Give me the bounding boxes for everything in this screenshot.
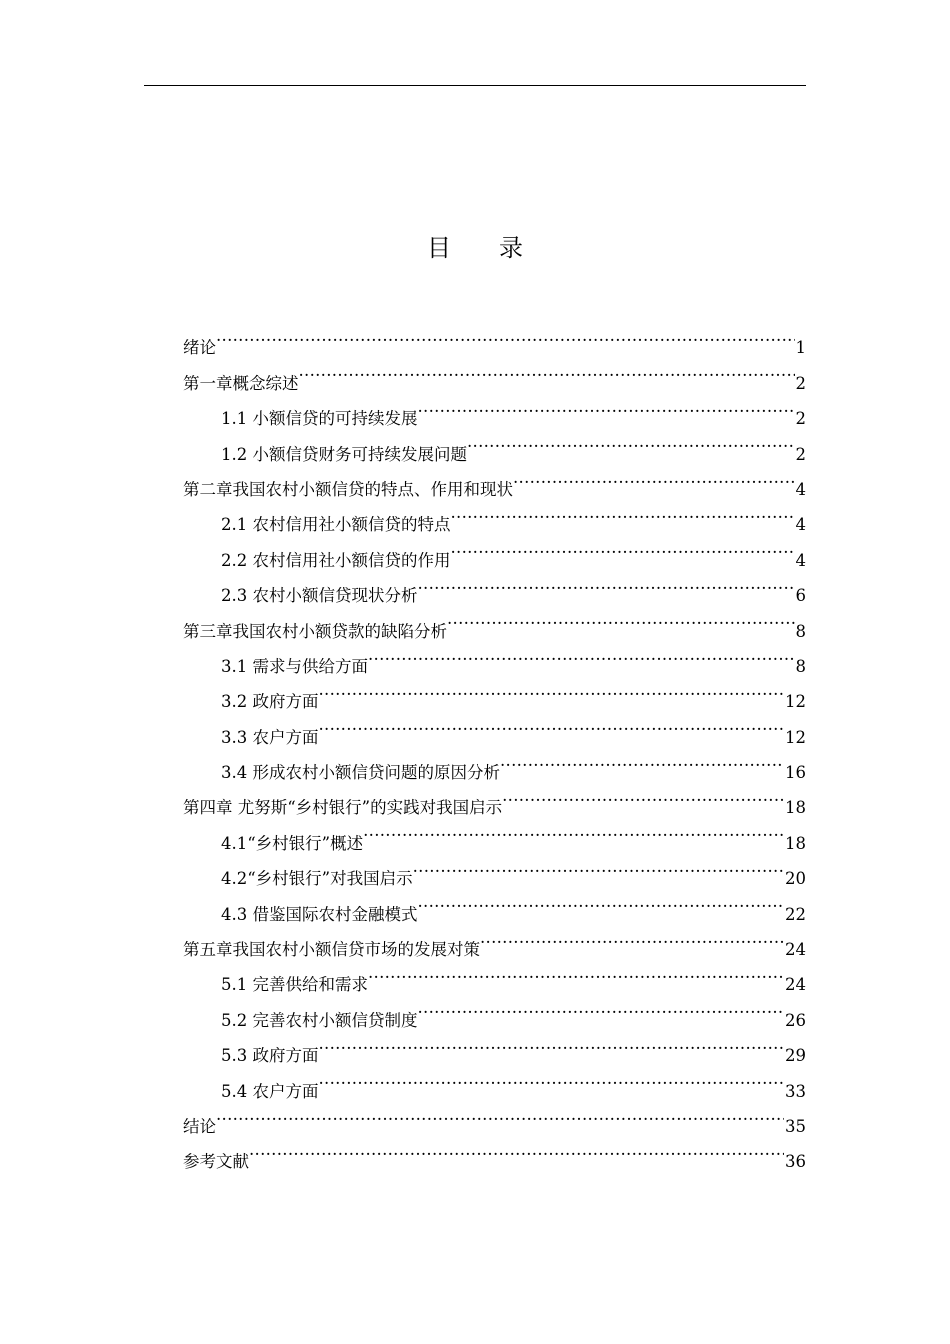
toc-entry-page-number: 16 [785, 763, 806, 783]
toc-entry-page-number: 26 [785, 1010, 806, 1030]
toc-entry-page-number: 20 [785, 869, 806, 889]
toc-leader-dots [368, 955, 784, 990]
toc-leader-dots [447, 601, 795, 636]
toc-entry-page-number: 2 [795, 444, 806, 464]
toc-leader-dots [480, 920, 784, 955]
toc-entry-label: 绪论 [183, 338, 216, 358]
toc-entry-page-number: 4 [795, 515, 806, 535]
toc-entry-label: 第一章概念综述 [183, 373, 299, 393]
toc-entry-label: 第三章我国农村小额贷款的缺陷分析 [183, 621, 447, 641]
toc-leader-dots [368, 637, 795, 672]
toc-entry-page-number: 12 [785, 692, 806, 712]
toc-entry-page-number: 36 [785, 1152, 806, 1172]
toc-entry-page-number: 2 [795, 373, 806, 393]
toc-entry[interactable] [183, 1132, 806, 1172]
toc-leader-dots [513, 460, 795, 495]
toc-entry-label: 4.1“乡村银行”概述 [221, 833, 364, 853]
toc-entry-label: 5.4 农户方面 [221, 1081, 319, 1101]
toc-entry-page-number: 33 [785, 1081, 806, 1101]
toc-entry-label: 1.2 小额信贷财务可持续发展问题 [221, 444, 467, 464]
toc-leader-dots [216, 1097, 784, 1132]
toc-entry-page-number: 2 [795, 409, 806, 429]
header-rule [144, 85, 806, 86]
toc-entry-page-number: 29 [785, 1046, 806, 1066]
toc-leader-dots [249, 1132, 784, 1167]
toc-leader-dots [500, 743, 784, 778]
toc-entry-page-number: 4 [795, 550, 806, 570]
toc-entry-page-number: 24 [785, 940, 806, 960]
toc-leader-dots [451, 495, 795, 530]
toc-entry-label: 3.4 形成农村小额信贷问题的原因分析 [221, 763, 500, 783]
page-title [0, 228, 950, 268]
toc-entry-label: 2.2 农村信用社小额信贷的作用 [221, 550, 451, 570]
toc-entry-page-number: 18 [785, 833, 806, 853]
toc-leader-dots [319, 707, 785, 742]
toc-entry-label: 2.1 农村信用社小额信贷的特点 [221, 515, 451, 535]
toc-entry-label: 5.1 完善供给和需求 [221, 975, 368, 995]
toc-entry-label: 第四章 尤努斯“乡村银行”的实践对我国启示 [183, 798, 503, 818]
toc-leader-dots [418, 566, 795, 601]
toc-leader-dots [467, 424, 795, 459]
toc-entry-page-number: 4 [795, 479, 806, 499]
toc-entry-label: 3.1 需求与供给方面 [221, 656, 368, 676]
toc-entry[interactable] [183, 1097, 806, 1136]
toc-entry-page-number: 6 [795, 586, 806, 606]
toc-leader-dots [319, 1061, 785, 1096]
toc-entry-page-number: 22 [785, 904, 806, 924]
toc-entry-label: 5.3 政府方面 [221, 1046, 319, 1066]
toc-entry-page-number: 24 [785, 975, 806, 995]
toc-leader-dots [418, 389, 795, 424]
toc-entry-label: 5.2 完善农村小额信贷制度 [221, 1010, 418, 1030]
toc-entry[interactable] [183, 318, 806, 358]
toc-leader-dots [319, 672, 785, 707]
toc-leader-dots [502, 778, 784, 813]
toc-leader-dots [451, 530, 795, 565]
table-of-contents [183, 318, 806, 1172]
toc-leader-dots [299, 353, 795, 388]
toc-leader-dots [418, 990, 785, 1025]
toc-leader-dots [363, 813, 784, 848]
toc-entry[interactable] [183, 353, 806, 393]
toc-entry-page-number: 12 [785, 727, 806, 747]
toc-entry-label: 2.3 农村小额信贷现状分析 [221, 586, 418, 606]
toc-entry-page-number: 1 [795, 338, 806, 358]
toc-entry-label: 3.2 政府方面 [221, 692, 319, 712]
toc-leader-dots [319, 1026, 785, 1061]
toc-entry-label: 1.1 小额信贷的可持续发展 [221, 409, 418, 429]
page-title-char-1: 目 [427, 234, 451, 262]
toc-entry-page-number: 8 [795, 656, 806, 676]
toc-entry-label: 第五章我国农村小额信贷市场的发展对策 [183, 940, 480, 960]
toc-entry-page-number: 8 [795, 621, 806, 641]
toc-leader-dots [216, 318, 795, 353]
toc-entry-label: 3.3 农户方面 [221, 727, 319, 747]
toc-entry-label: 4.2“乡村银行”对我国启示 [221, 869, 413, 889]
toc-entry-label: 4.3 借鉴国际农村金融模式 [221, 904, 418, 924]
toc-entry-page-number: 18 [785, 798, 806, 818]
toc-entry-label: 第二章我国农村小额信贷的特点、作用和现状 [183, 479, 513, 499]
toc-entry-label: 参考文献 [183, 1152, 249, 1172]
page-title-char-2: 录 [499, 234, 523, 262]
toc-leader-dots [418, 884, 785, 919]
toc-entry-page-number: 35 [785, 1116, 806, 1136]
toc-leader-dots [413, 849, 784, 884]
toc-entry-label: 结论 [183, 1116, 216, 1136]
